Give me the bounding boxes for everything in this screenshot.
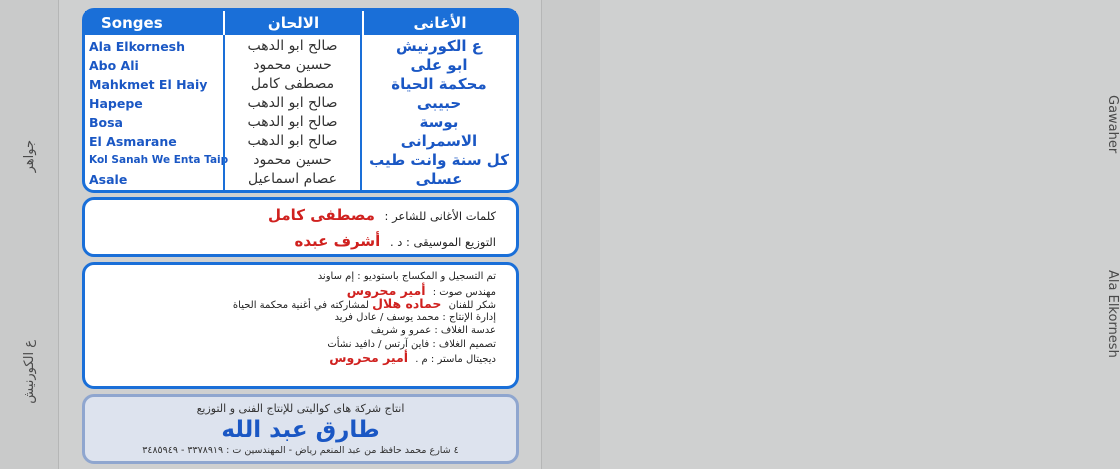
engineer-name: أمير محروس [346,282,426,298]
song-en: Asale [89,172,128,187]
song-en: Ala Elkornesh [89,39,186,54]
engineer-credit [85,284,516,298]
spine-left-title: جواهر [22,140,37,173]
header-composers: الالحان [223,11,362,35]
composer: حسين محمود [253,57,332,73]
song-en: Mahkmet El Haiy [89,77,208,92]
lyrics-label: كلمات الأغانى للشاعر : [384,209,496,223]
right-spine [541,0,1120,469]
composer: صالح ابو الدهب [247,38,338,54]
spine-left-song: ع الكورنيش [22,340,37,404]
lyrics-credit [85,204,516,226]
composer: حسين محمود [253,152,332,168]
songs-en-column [85,35,229,190]
composer: عصام اسماعيل [247,171,338,187]
tracklist-header [85,11,516,35]
song-ar: كل سنة وانت طيب [369,151,509,169]
lyrics-credits-panel [82,197,519,257]
composers-column [223,35,360,190]
song-ar: ابو على [410,56,468,74]
production-credits-panel [82,262,519,389]
songs-ar-column [360,35,516,190]
composer: مصطفى كامل [250,76,335,92]
music-name: أشرف عبده [294,232,381,250]
composer: صالح ابو الدهب [247,95,338,111]
company-intro: انتاج شركة هاى كواليتى للإنتاج الفنى و التوزيع [196,402,405,415]
header-songs-en: Songes [101,14,163,32]
tracklist-panel [82,8,519,193]
song-ar: الاسمرانى [400,132,478,150]
thanks-credit [85,297,516,311]
song-en: Abo Ali [89,58,139,73]
digital-label: ديجيتال ماستر : م . [415,354,496,365]
thanks-rest: لمشاركته في أغنية محكمة الحياة [232,300,369,311]
lyrics-name: مصطفى كامل [267,206,375,224]
music-credit [85,230,516,252]
left-spine [0,0,59,469]
production-company-panel [82,394,519,464]
thanks-label: شكر للفنان [448,300,496,311]
header-songs-ar: الأغانى [362,11,516,35]
song-en: El Asmarane [89,134,177,149]
management-credit: إدارة الإنتاج : محمد يوسف / عادل فريد [334,311,496,323]
song-ar: عسلى [415,170,463,188]
digital-name: أمير محروس [329,350,408,365]
digital-master-credit [85,351,516,365]
song-en: Hapepe [89,96,143,111]
song-ar: بوسة [419,113,459,131]
spine-right-title: Gawaher [1105,95,1120,154]
cover-lens-credit: عدسة الغلاف : عمرو و شريف [370,325,496,336]
thanks-name: حماده هلال [372,296,442,311]
tracklist-body [85,35,516,190]
company-name: طارق عبد الله [221,417,380,443]
song-en: Kol Sanah We Enta Taip [89,154,229,166]
company-address: ٤ شارع محمد حافظ من عبد المنعم رياض - المهندسين ت : ٣٣٧٨٩١٩ - ٣٤٨٥٩٤٩ [142,445,459,456]
song-ar: حبيبى [416,94,462,112]
cover-design-credit: تصميم الغلاف : فاين آرتس / دافيد نشأت [327,338,496,350]
composer: صالح ابو الدهب [247,133,338,149]
composer: صالح ابو الدهب [247,114,338,130]
music-label: التوزيع الموسيقى : د . [389,235,496,249]
engineer-label: مهندس صوت : [432,286,496,298]
studio-credit: تم التسجيل و المكساج باستوديو : إم ساوند [317,271,496,282]
song-en: Bosa [89,115,123,130]
spine-right-song: Ala Elkornesh [1105,270,1120,358]
song-ar: محكمة الحياة [391,75,487,93]
song-ar: ع الكورنيش [396,37,482,55]
